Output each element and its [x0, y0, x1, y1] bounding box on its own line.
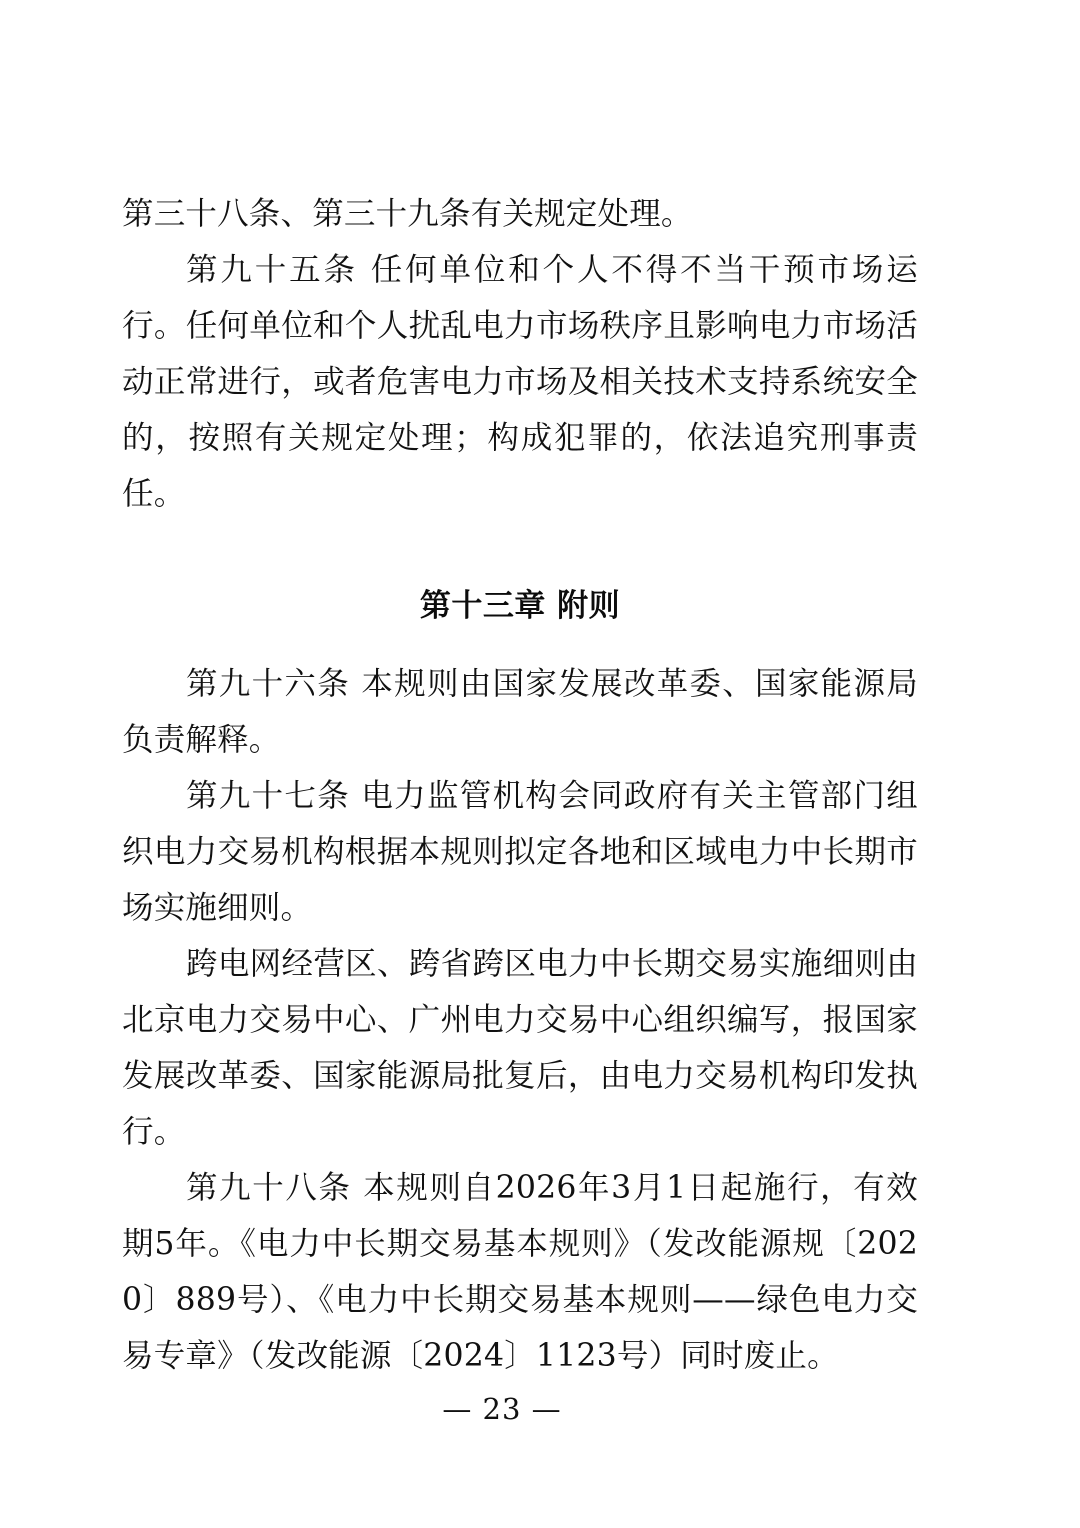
page-content: [122, 186, 918, 1384]
page-footer: [0, 1392, 1080, 1426]
paragraph-article-98: 第九十八条 本规则自2026年3月1日起施行，有效期5年。《电力中长期交易基本规则》（发改能源规〔2020〕889号）、《电力中长期交易基本规则——绿色电力交易专章》（发改能源〔2024〕1123号）同时废止。: [122, 1170, 918, 1374]
paragraph-continuation-article-94: 第三十八条、第三十九条有关规定处理。: [122, 196, 693, 232]
paragraph-article-96: 第九十六条 本规则由国家发展改革委、国家能源局负责解释。: [122, 666, 918, 758]
vertical-spacer: [122, 522, 918, 578]
heading-spacer: [122, 634, 918, 656]
page-number: — 23 —: [442, 1392, 562, 1426]
paragraph-cross-grid-rules: 跨电网经营区、跨省跨区电力中长期交易实施细则由北京电力交易中心、广州电力交易中心组织编写，报国家发展改革委、国家能源局批复后，由电力交易机构印发执行。: [122, 946, 918, 1150]
chapter-heading-13: 第十三章 附则: [419, 588, 621, 624]
paragraph-article-97: 第九十七条 电力监管机构会同政府有关主管部门组织电力交易机构根据本规则拟定各地和区域电力中长期市场实施细则。: [122, 778, 918, 926]
paragraph-article-95: 第九十五条 任何单位和个人不得不当干预市场运行。任何单位和个人扰乱电力市场秩序且影响电力市场活动正常进行，或者危害电力市场及相关技术支持系统安全的，按照有关规定处理；构成犯罪的，依法追究刑事责任。: [122, 252, 918, 512]
